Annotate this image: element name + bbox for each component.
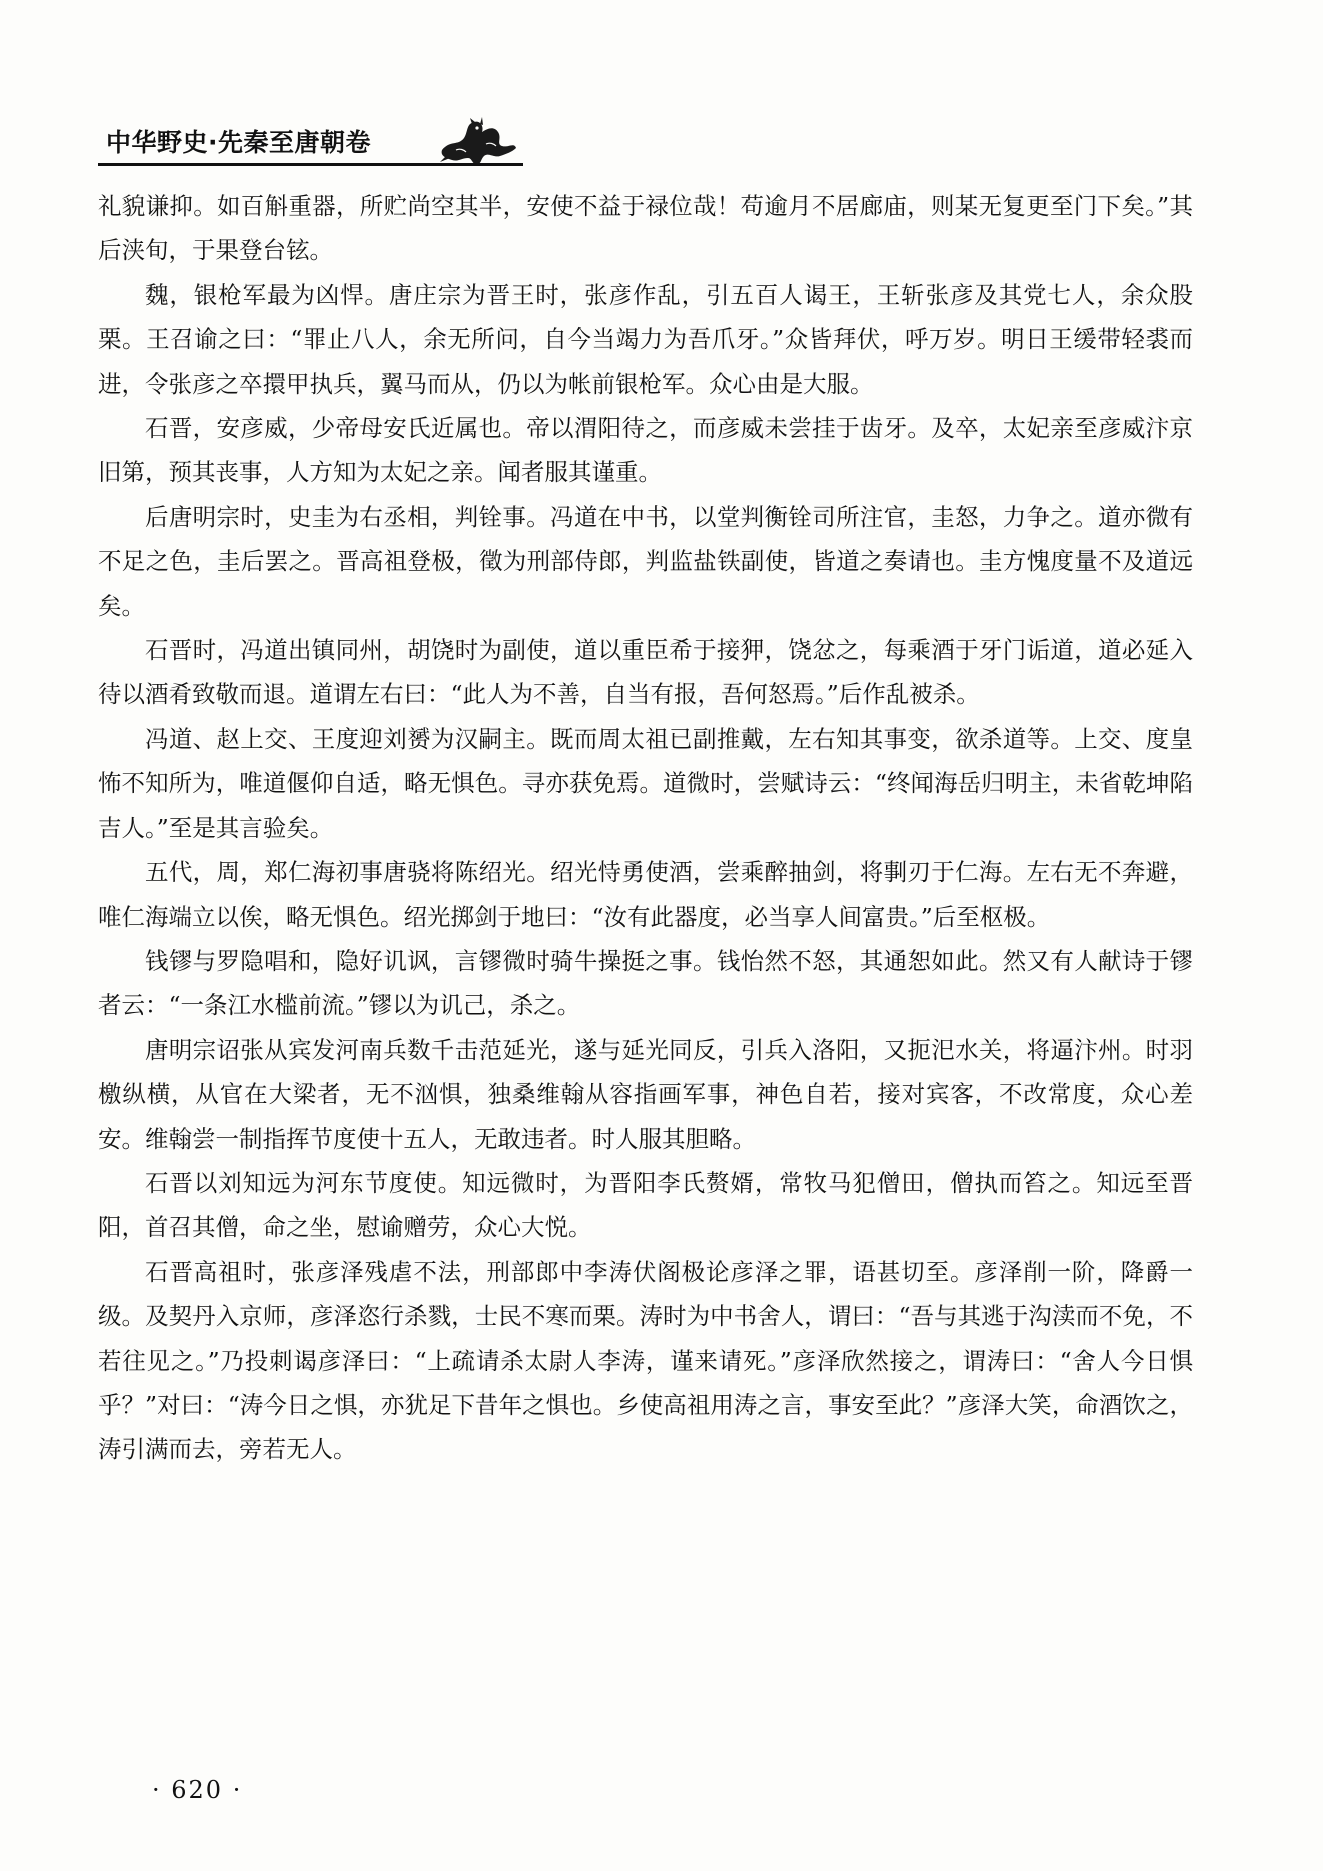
paragraph: 石晋以刘知远为河东节度使。知远微时，为晋阳李氏赘婿，常牧马犯僧田，僧执而笞之。知远至晋阳，首召其僧，命之坐，慰谕赠劳，众心大悦。 (98, 1168, 1193, 1242)
header-rule (98, 163, 523, 166)
running-header (98, 118, 523, 164)
body-text (98, 184, 1193, 1472)
paragraph: 钱镠与罗隐唱和，隐好讥讽，言镠微时骑牛操挺之事。钱怡然不怒，其通恕如此。然又有人献诗于镠者云：“一条江水槛前流。”镠以为讥己，杀之。 (98, 946, 1193, 1020)
page-number: · 620 · (152, 1776, 243, 1804)
dragon-emblem-icon (436, 116, 520, 166)
paragraph: 五代，周，郑仁海初事唐骁将陈绍光。绍光恃勇使酒，尝乘醉抽剑，将剚刃于仁海。左右无不奔避，唯仁海端立以俟，略无惧色。绍光掷剑于地曰：“汝有此器度，必当享人间富贵。”后至枢极。 (98, 858, 1193, 931)
paragraph: 魏，银枪军最为凶悍。唐庄宗为晋王时，张彦作乱，引五百人谒王，王斩张彦及其党七人，余众股栗。王召谕之曰：“罪止八人，余无所问，自今当竭力为吾爪牙。”众皆拜伏，呼万岁。明日王缓带轻裘而进，令张彦之卒擐甲执兵，翼马而从，仍以为帐前银枪军。众心由是大服。 (98, 280, 1193, 398)
paragraph: 唐明宗诏张从宾发河南兵数千击范延光，遂与延光同反，引兵入洛阳，又扼汜水关，将逼汴州。时羽檄纵横，从官在大梁者，无不汹惧，独桑维翰从容指画军事，神色自若，接对宾客，不改常度，众心差安。维翰尝一制指挥节度使十五人，无敢违者。时人服其胆略。 (98, 1035, 1193, 1153)
paragraph: 礼貌谦抑。如百斛重器，所贮尚空其半，安使不益于禄位哉！苟逾月不居廊庙，则某无复更至门下矣。”其后浃旬，于果登台铉。 (98, 192, 1193, 265)
paragraph: 石晋高祖时，张彦泽残虐不法，刑部郎中李涛伏阁极论彦泽之罪，语甚切至。彦泽削一阶，降爵一级。及契丹入京师，彦泽恣行杀戮，士民不寒而栗。涛时为中书舍人，谓曰：“吾与其逃于沟渎而不免，不若往见之。”乃投刺谒彦泽曰：“上疏请杀太尉人李涛，谨来请死。”彦泽欣然接之，谓涛曰：“舍人今日惧乎？”对曰：“涛今日之惧，亦犹足下昔年之惧也。乡使高祖用涛之言，事安至此？”彦泽大笑，命酒饮之，涛引满而去，旁若无人。 (98, 1257, 1193, 1464)
paragraph: 石晋，安彦威，少帝母安氏近属也。帝以渭阳待之，而彦威未尝挂于齿牙。及卒，太妃亲至彦威汴京旧第，预其丧事，人方知为太妃之亲。闻者服其谨重。 (98, 414, 1193, 487)
paragraph: 石晋时，冯道出镇同州，胡饶时为副使，道以重臣希于接狎，饶忿之，每乘酒于牙门诟道，道必延入待以酒肴致敬而退。道谓左右曰：“此人为不善，自当有报，吾何怒焉。”后作乱被杀。 (98, 636, 1193, 709)
paragraph: 冯道、赵上交、王度迎刘赟为汉嗣主。既而周太祖已副推戴，左右知其事变，欲杀道等。上交、度皇怖不知所为，唯道偃仰自适，略无惧色。寻亦获免焉。道微时，尝赋诗云：“终闻海岳归明主，未省乾坤陷吉人。”至是其言验矣。 (98, 724, 1193, 842)
header-title: 中华野史·先秦至唐朝卷 (106, 128, 371, 157)
paragraph: 后唐明宗时，史圭为右丞相，判铨事。冯道在中书，以堂判衡铨司所注官，圭怒，力争之。道亦微有不足之色，圭后罢之。晋高祖登极，徵为刑部侍郎，判监盐铁副使，皆道之奏请也。圭方愧度量不及道远矣。 (98, 502, 1193, 620)
